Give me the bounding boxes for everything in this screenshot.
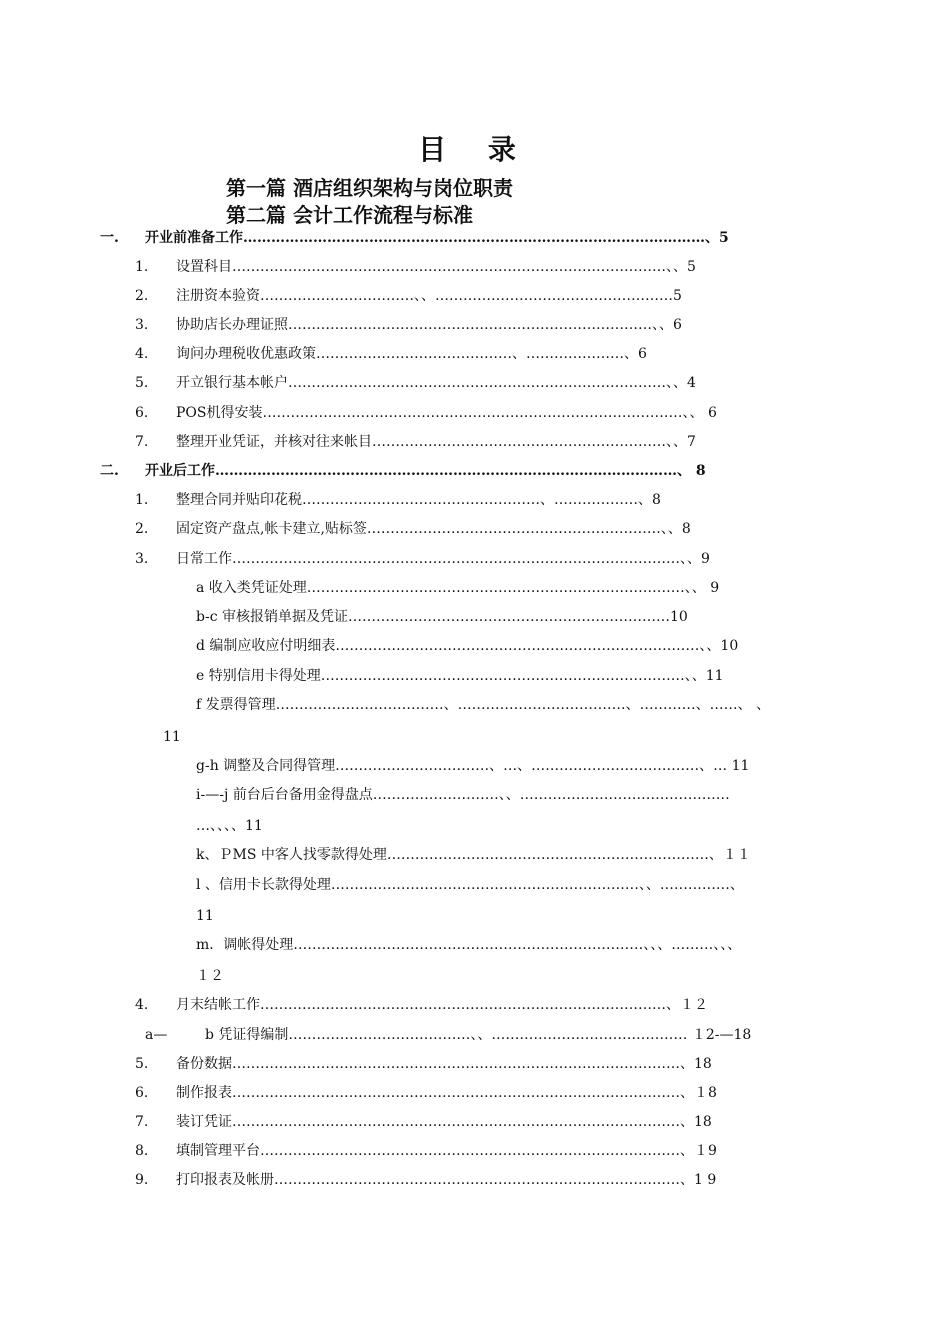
toc-entry-number: 5. <box>135 375 149 391</box>
toc-entry-text: i-—-j 前台后台备用金得盘点………………………、、……………………………………… <box>196 787 730 803</box>
toc-entry-text: 固定资产盘点,帐卡建立,贴标签………………………………………………………、、8 <box>176 521 691 537</box>
toc-entry-number: 8. <box>135 1143 149 1159</box>
page-title: 目 录 <box>418 133 532 166</box>
toc-entry-number: 1. <box>135 259 149 275</box>
toc-entry-text: b-c 审核报销单据及凭证……………………………………………………………10 <box>196 609 688 625</box>
toc-entry-text: d 编制应收应付明细表……………………………………………………………………、、10 <box>196 638 739 654</box>
toc-entry-text: b 凭证得编制…………………………………、、…………………………………… １2-—18 <box>205 1027 752 1043</box>
toc-entry-number: 6. <box>135 1085 149 1101</box>
toc-entry-text: 开业后工作………………………………………………………………………………………、 8 <box>145 463 706 479</box>
toc-entry-text: g-h 调整及合同得管理……………………………、…、………………………………、… 11 <box>196 758 750 774</box>
toc-entry-number: 6. <box>135 405 149 421</box>
toc-entry-number: 3. <box>135 551 149 567</box>
toc-entry-number: 2. <box>135 521 149 537</box>
toc-entry-text: f 发票得管理………………………………、………………………………、…………、……、 、 <box>196 697 771 713</box>
toc-entry-text: 询问办理税收优惠政策……………………………………、…………………、6 <box>176 346 647 362</box>
part-heading: 第一篇 酒店组织架构与岗位职责 <box>226 176 513 200</box>
toc-entry-text: m．调帐得处理…………………………………………………………………、、、………、、、 <box>196 937 742 953</box>
toc-entry-text: 装订凭证……………………………………………………………………………………、18 <box>176 1114 712 1130</box>
toc-entry-text: 备份数据……………………………………………………………………………………、18 <box>176 1056 712 1072</box>
toc-entry-text: l 、信用卡长款得处理…………………………………………………………、、……………、 <box>196 877 744 893</box>
toc-entry-text: 设置科目…………………………………………………………………………………、、5 <box>176 259 696 275</box>
part-heading: 第二篇 会计工作流程与标准 <box>226 203 473 227</box>
toc-entry-number: 4. <box>135 346 149 362</box>
toc-entry-number: a— <box>145 1027 168 1043</box>
toc-entry-text: POS机得安装………………………………………………………………………………、、 6 <box>176 405 717 421</box>
toc-entry-text: １２ <box>196 968 224 984</box>
toc-entry-text: 日常工作……………………………………………………………………………………、、9 <box>176 551 710 567</box>
toc-entry-number: 5. <box>135 1056 149 1072</box>
toc-entry-text: 11 <box>163 729 181 745</box>
toc-entry-text: k、ＰMS 中客人找零款得处理……………………………………………………………、１１ <box>196 847 751 863</box>
toc-entry-number: 9. <box>135 1172 149 1188</box>
toc-entry-text: e 特别信用卡得处理……………………………………………………………………、、11 <box>196 668 724 684</box>
toc-entry-text: 整理合同并贴印花税……………………………………………、………………、8 <box>176 492 661 508</box>
toc-entry-text: 制作报表……………………………………………………………………………………、１8 <box>176 1085 717 1101</box>
toc-entry-number: 3. <box>135 317 149 333</box>
toc-entry-number: 7. <box>135 1114 149 1130</box>
toc-entry-number: 7. <box>135 434 149 450</box>
toc-entry-text: 打印报表及帐册……………………………………………………………………………、1 9 <box>176 1172 717 1188</box>
toc-entry-text: a 收入类凭证处理………………………………………………………………………、、 9 <box>196 580 720 596</box>
toc-entry-text: 填制管理平台………………………………………………………………………………、１9 <box>176 1143 717 1159</box>
toc-entry-number: 2. <box>135 288 149 304</box>
toc-entry-text: 注册资本验资……………………………、、……………………………………………5 <box>176 288 682 304</box>
toc-entry-number: 一. <box>100 230 119 246</box>
toc-entry-number: 4. <box>135 997 149 1013</box>
toc-entry-text: 开业前准备工作………………………………………………………………………………………、5 <box>145 230 729 246</box>
toc-entry-text: 协助店长办理证照……………………………………………………………………、、6 <box>176 317 682 333</box>
toc-entry-number: 二. <box>100 463 119 479</box>
toc-entry-text: 11 <box>196 908 214 924</box>
toc-entry-text: 月末结帐工作……………………………………………………………………………、１２ <box>176 997 708 1013</box>
toc-entry-text: 整理开业凭证，并核对往来帐目………………………………………………………、、7 <box>176 434 696 450</box>
toc-entry-text: …、、、、11 <box>196 818 263 834</box>
toc-entry-text: 开立银行基本帐户………………………………………………………………………、、4 <box>176 375 696 391</box>
toc-entry-number: 1. <box>135 492 149 508</box>
